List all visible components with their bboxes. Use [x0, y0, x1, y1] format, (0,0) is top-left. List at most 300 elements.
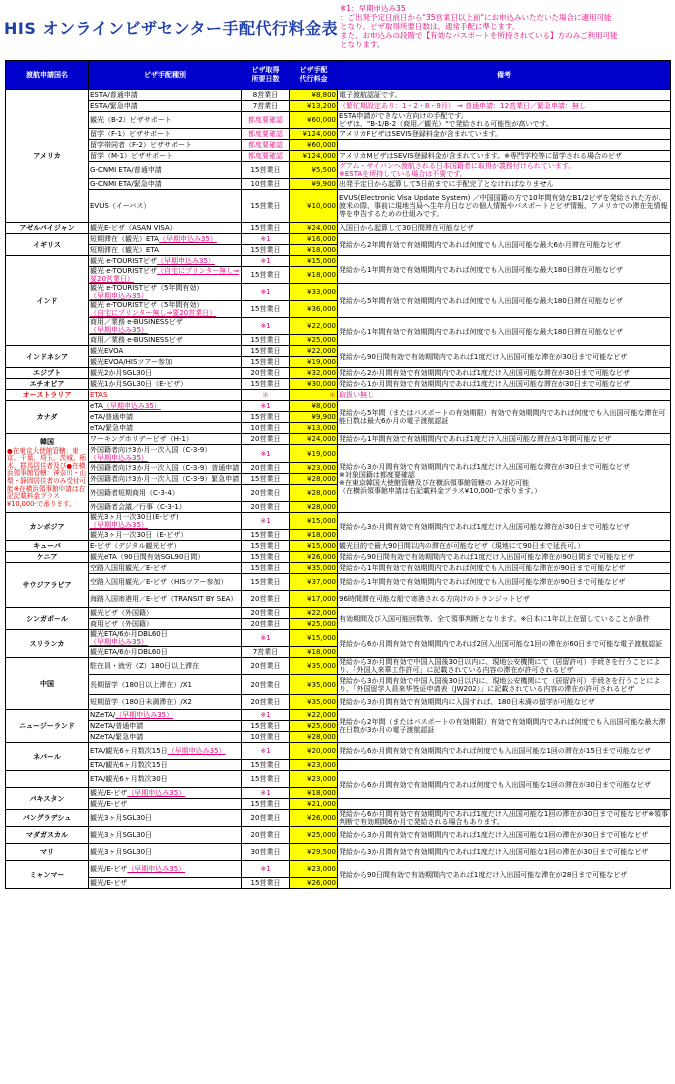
header-country: 渡航申請国名: [6, 61, 89, 90]
processing-days-cell: 15営業日: [242, 379, 290, 390]
processing-days-cell: 10営業日: [242, 732, 290, 743]
table-row: [6, 140, 671, 151]
table-row: [6, 760, 671, 771]
processing-days-cell: 都度要確認: [242, 112, 290, 129]
country-cell: マダガスカル: [6, 827, 89, 844]
table-row: [6, 658, 671, 675]
country-cell: [6, 434, 89, 513]
remarks-cell: アメリカFビザはSEVIS登録料金が含まれています。: [338, 129, 671, 140]
visa-type-cell: [89, 788, 242, 799]
processing-days-cell: ＊: [242, 390, 290, 401]
visa-type-label: eTA: [90, 402, 103, 410]
note-line: また、お申込みの段階で【有効なパスポートを所持されている】方のみご利用可能: [340, 31, 618, 40]
visa-type-cell: [89, 151, 242, 162]
fee-cell: ¥124,000: [290, 151, 338, 162]
fee-cell: ¥24,000: [290, 223, 338, 234]
visa-type-cell: [89, 675, 242, 695]
remarks-cell: 発給から3か月間有効で有効期間内であれば1度だけ入出国可能な滞在が30日まで可能なビザ ※対象国籍は都度要確認 ※在東京韓国大使館管轄及び在横浜領事館管轄の み対応可能 （在横浜領事館申請は右記載料金プラス¥10,000-で承ります。）: [338, 445, 671, 513]
table-row: [6, 284, 671, 301]
fee-cell: ¥10,000: [290, 190, 338, 223]
visa-type-cell: [89, 267, 242, 284]
remarks-cell: [338, 760, 671, 771]
visa-type-cell: [89, 721, 242, 732]
fee-cell: ¥35,000: [290, 658, 338, 675]
processing-days-cell: 15営業日: [242, 771, 290, 788]
fee-cell: ¥35,000: [290, 675, 338, 695]
remarks-cell: ESTA申請ができない方向けの手配です。 ビザは、"B-1/B-2（商用／観光）"で発給される可能性が高いです。: [338, 112, 671, 129]
table-header-row: [6, 61, 671, 90]
visa-type-label: 観光3ヶ月一次30日（E-ビザ）: [90, 531, 188, 539]
visa-type-label: 観光1か月SGL30日（E-ビザ）: [90, 380, 188, 388]
visa-type-cell: [89, 619, 242, 630]
country-cell: [6, 771, 89, 788]
processing-days-cell: 15営業日: [242, 162, 290, 179]
visa-type-label: 観光EVOA/HISツアー参加: [90, 358, 173, 366]
fee-cell: ¥60,000: [290, 140, 338, 151]
visa-type-label: 海路入国寄港用／E-ビザ（TRANSIT BY SEA）: [90, 595, 238, 603]
remarks-cell: 発給から90日間有効で有効期間内であれば1度だけ入出国可能な滞在が90日間まで可能なビザ: [338, 552, 671, 563]
processing-days-cell: ※1: [242, 513, 290, 530]
visa-type-label: 観光ETA/6か月DBL60日: [90, 648, 168, 656]
visa-type-label: 商用／業務 e-BUSINESSビザ: [90, 318, 183, 326]
remarks-cell: 96時間滞在可能な船で寄港される方向けのトランジットビザ: [338, 591, 671, 608]
remarks-cell: アメリカMビザはSEVIS登録料金が含まれています。※専門学校等に留学される場合のビザ: [338, 151, 671, 162]
processing-days-cell: ※1: [242, 788, 290, 799]
visa-type-cell: [89, 630, 242, 647]
fee-cell: ¥24,000: [290, 434, 338, 445]
remarks-cell: 発給から3か月間有効で中国入国後30日以内に、現地公安機関にて（居留許可）手続きを行うことにより、「外国人来華工作許可」に記載されている内容の滞在が許可されるビザ: [338, 658, 671, 675]
visa-type-cell: [89, 335, 242, 346]
table-row: [6, 810, 671, 827]
processing-days-cell: 20営業日: [242, 827, 290, 844]
fee-cell: ¥23,000: [290, 861, 338, 878]
processing-days-cell: ※1: [242, 710, 290, 721]
visa-type-cell: [89, 346, 242, 357]
visa-type-label: 短期滞在（観光）ETA: [90, 246, 159, 254]
header-remarks: 備考: [338, 61, 671, 90]
fee-cell: ¥15,000: [290, 630, 338, 647]
country-name: 韓国: [40, 437, 54, 446]
processing-days-cell: 15営業日: [242, 552, 290, 563]
processing-days-cell: 15営業日: [242, 474, 290, 485]
remarks-cell: 発給から6か月間有効で有効期間内であれば1度だけ入出国可能な1回の滞在が30日まで可能なビザ※領事判断で有効期間6か月で発給される場合もあります。: [338, 810, 671, 827]
table-row: [6, 368, 671, 379]
fee-cell: ¥35,000: [290, 563, 338, 574]
country-cell: ケニア: [6, 552, 89, 563]
visa-type-cell: [89, 771, 242, 788]
fee-cell: ¥9,900: [290, 412, 338, 423]
visa-type-cell: [89, 844, 242, 861]
visa-type-cell: [89, 357, 242, 368]
visa-type-cell: [89, 379, 242, 390]
fee-cell: ¥18,000: [290, 245, 338, 256]
country-cell: シンガポール: [6, 608, 89, 630]
visa-type-label: 観光ビザ（外国籍）: [90, 609, 153, 617]
processing-days-cell: 20営業日: [242, 485, 290, 502]
early-application-link[interactable]: （早期申込み35）: [90, 326, 148, 334]
remarks-cell: 発給から90日間有効で有効期間内であれば1度だけ入出国可能な滞在が30日まで可能なビザ: [338, 346, 671, 368]
early-application-link[interactable]: （早期申込み35）: [156, 257, 215, 265]
processing-days-cell: 20営業日: [242, 368, 290, 379]
visa-type-label: 駐在員・就労（Z）180日以上滞在: [90, 662, 200, 670]
visa-type-label: 観光 e-TOURISTビザ: [90, 257, 157, 265]
country-cell: エジプト: [6, 368, 89, 379]
visa-type-label: 外国籍者会議／行事（C-3-1）: [90, 503, 186, 511]
processing-days-cell: 都度要確認: [242, 151, 290, 162]
visa-type-label: 観光3ヶ月一次30日(E-ビザ): [90, 513, 179, 521]
visa-type-label: 観光3ヶ月SGL30日: [90, 814, 153, 822]
visa-type-cell: [89, 647, 242, 658]
visa-type-cell: [89, 732, 242, 743]
fee-cell: ¥60,000: [290, 112, 338, 129]
remarks-cell: 観光目的で最大90日間以内の滞在が可能なビザ（現地にて90日まで延長可。）: [338, 541, 671, 552]
early-application-link[interactable]: （早期申込み35）: [90, 292, 148, 300]
early-application-link[interactable]: （早期申込み35）: [102, 402, 161, 410]
early-application-link[interactable]: （早期申込み35）: [127, 789, 186, 797]
early-application-link[interactable]: （自宅にプリンター無し⇒要20営業日）: [90, 267, 240, 283]
visa-type-cell: [89, 368, 242, 379]
remarks-cell: 発給から1年間有効で有効期間内であれば1度だけ入出国可能な滞在が1年間可能なビザ: [338, 434, 671, 445]
note-line: となります。: [340, 40, 385, 49]
visa-type-label: 留学帯同者（F-2）ビザサポート: [90, 141, 193, 149]
early-application-link[interactable]: （早期申込み35）: [158, 235, 217, 243]
visa-type-label: eTA/普通申請: [90, 413, 134, 421]
processing-days-cell: 都度要確認: [242, 129, 290, 140]
remarks-cell: 発給から3か月間有効で有効期間内に入国すれば、180日未満の留学が可能なビザ: [338, 695, 671, 710]
visa-type-label: ESTA/緊急申請: [90, 102, 138, 110]
processing-days-cell: 15営業日: [242, 574, 290, 591]
visa-type-label: ESTA/普通申請: [90, 91, 138, 99]
visa-type-cell: [89, 318, 242, 335]
remarks-cell: 発給から3か月間有効で有効期間内であれば1度だけ入出国可能な1回の滞在が30日まで可能なビザ: [338, 827, 671, 844]
fee-cell: ¥18,000: [290, 267, 338, 284]
remarks-cell: グアム・サイパンへ渡航される日本国籍者に取得が義務付けられています。 ※ESTAを所持している場合は不要です。: [338, 162, 671, 179]
processing-days-cell: 15営業日: [242, 541, 290, 552]
visa-type-cell: [89, 423, 242, 434]
processing-days-cell: 7営業日: [242, 647, 290, 658]
processing-days-cell: 15営業日: [242, 530, 290, 541]
visa-type-cell: [89, 179, 242, 190]
processing-days-cell: 15営業日: [242, 346, 290, 357]
visa-type-label: 商用ビザ（外国籍）: [90, 620, 153, 628]
early-application-link[interactable]: （早期申込み35）: [90, 453, 148, 462]
visa-type-label: 外国籍者向け3か月一次入国（C-3-9）: [90, 445, 212, 454]
visa-type-cell: [89, 710, 242, 721]
visa-type-label: 観光eTA（90日間有効SGL90日間）: [90, 553, 205, 561]
visa-type-cell: [89, 234, 242, 245]
visa-type-label: 商用／業務 e-BUSINESSビザ: [90, 336, 183, 344]
table-row: [6, 861, 671, 878]
early-application-link[interactable]: （早期申込み35）: [167, 747, 226, 755]
fee-cell: ¥26,000: [290, 810, 338, 827]
early-application-link[interactable]: （早期申込み35）: [90, 638, 148, 646]
visa-type-cell: [89, 799, 242, 810]
visa-type-label: 短期留学（180日未満滞在）/X2: [90, 698, 192, 706]
table-row: [6, 346, 671, 357]
processing-days-cell: 20営業日: [242, 619, 290, 630]
country-cell: カンボジア: [6, 513, 89, 541]
visa-type-label: 観光/E-ビザ: [90, 865, 128, 873]
country-cell: インド: [6, 256, 89, 346]
table-row: [6, 675, 671, 695]
fee-cell: ¥18,000: [290, 647, 338, 658]
processing-days-cell: 15営業日: [242, 335, 290, 346]
remarks-cell: 発給から90日間有効で有効期間内であれば1度だけ入出国可能な滞在が28日まで可能なビザ: [338, 861, 671, 889]
korea-jurisdiction-note: ●在東京大使館管轄：東京、千葉、埼玉、茨城、栃木、群馬居住者及び●在横浜領事館管轄：神奈川・山梨・静岡居住者のみ受付可能※在横浜領事館申請は右記記載料金プラス¥10,000-で承ります。: [7, 446, 87, 508]
remarks-cell: 発給から5年間（またはパスポートの有効期限）有効で有効期間内であれば何度でも入出国可能な滞在可能日数は最大6か月の電子渡航認証: [338, 401, 671, 434]
processing-days-cell: ※1: [242, 256, 290, 267]
country-cell: キューバ: [6, 541, 89, 552]
table-row: [6, 541, 671, 552]
visa-type-cell: [89, 245, 242, 256]
fee-cell: ¥22,000: [290, 318, 338, 335]
visa-type-cell: [89, 530, 242, 541]
table-row: [6, 799, 671, 810]
processing-days-cell: 7営業日: [242, 101, 290, 112]
table-row: [6, 743, 671, 760]
table-row: [6, 101, 671, 112]
visa-type-label: 空路入国用観光／E-ビザ: [90, 564, 167, 572]
remarks-cell: 発給から3か月間有効で有効期間内であれば1度だけ入出国可能な滞在が30日まで可能なビザ: [338, 513, 671, 541]
table-row: [6, 256, 671, 267]
visa-type-cell: [89, 608, 242, 619]
visa-type-label: NZeTA/: [90, 711, 116, 719]
table-row: [6, 445, 671, 463]
early-application-link[interactable]: （早期申込み35）: [90, 521, 148, 529]
processing-days-cell: 15営業日: [242, 799, 290, 810]
processing-days-cell: 30営業日: [242, 844, 290, 861]
processing-days-cell: 15営業日: [242, 878, 290, 889]
fee-cell: ¥33,000: [290, 284, 338, 301]
visa-type-cell: [89, 101, 242, 112]
table-row: [6, 179, 671, 190]
visa-type-label: 外国籍者短期商用（C-3-4）: [90, 489, 179, 497]
visa-type-cell: [89, 474, 242, 485]
early-application-link[interactable]: （早期申込み35）: [115, 711, 174, 719]
remarks-cell: 発給から6か月間有効で有効期間内であれば2回入出国可能な1回の滞在が60日まで可能な電子渡航認証: [338, 630, 671, 658]
visa-type-cell: [89, 878, 242, 889]
processing-days-cell: 20営業日: [242, 608, 290, 619]
visa-type-cell: [89, 445, 242, 463]
processing-days-cell: 都度要確認: [242, 140, 290, 151]
country-cell: エチオピア: [6, 379, 89, 390]
visa-type-label: 観光3ヶ月SGL30日: [90, 848, 153, 856]
fee-cell: ¥36,000: [290, 301, 338, 318]
processing-days-cell: ※1: [242, 318, 290, 335]
visa-type-label: 外国籍者向け3か月一次入国（C-3-9）緊急申請: [90, 475, 240, 483]
fee-cell: ¥15,000: [290, 541, 338, 552]
visa-type-cell: [89, 760, 242, 771]
fee-cell: ¥16,000: [290, 234, 338, 245]
visa-type-cell: [89, 552, 242, 563]
table-row: [6, 591, 671, 608]
processing-days-cell: 15営業日: [242, 721, 290, 732]
processing-days-cell: 10営業日: [242, 423, 290, 434]
remarks-cell: 発給から3か月間有効で中国入国後30日以内に、現地公安機関にて（居留許可）手続きを行うことにより、「外国留学人員来华签证申请表（JW202）」に記載されている内容の滞在が許可されるビザ: [338, 675, 671, 695]
table-row: [6, 129, 671, 140]
visa-type-label: 観光/E-ビザ: [90, 800, 128, 808]
fee-cell: ¥15,000: [290, 256, 338, 267]
header-fee: ビザ手配 代行料金: [290, 61, 338, 90]
country-cell: カナダ: [6, 401, 89, 434]
visa-type-label: 空路入国用観光／E-ビザ（HISツアー参加）: [90, 578, 228, 586]
visa-type-label: eTA/緊急申請: [90, 424, 134, 432]
processing-days-cell: 20営業日: [242, 463, 290, 474]
fee-cell: ¥32,000: [290, 368, 338, 379]
table-row: [6, 513, 671, 530]
fee-cell: ¥29,500: [290, 844, 338, 861]
visa-type-cell: [89, 401, 242, 412]
fee-cell: ¥8,000: [290, 401, 338, 412]
processing-days-cell: 8営業日: [242, 90, 290, 101]
visa-type-label: NZeTA/緊急申請: [90, 733, 144, 741]
table-row: [6, 552, 671, 563]
remarks-cell: 発給から1か月間有効で有効期間内であれば1度だけ入出国可能な滞在が30日まで可能なビザ: [338, 379, 671, 390]
processing-days-cell: ※1: [242, 284, 290, 301]
processing-days-cell: ※1: [242, 445, 290, 463]
visa-type-cell: [89, 112, 242, 129]
table-row: [6, 695, 671, 710]
fee-cell: ¥25,000: [290, 721, 338, 732]
header-type: ビザ手配種別: [89, 61, 242, 90]
table-row: [6, 710, 671, 721]
note-line: ：ご出発予定日前日から"35営業日以上前"にお申込みいただいた場合に適用可能: [340, 13, 612, 22]
visa-type-label: 観光E-ビザ（ASAN VISA）: [90, 224, 177, 232]
fee-cell: ¥18,000: [290, 788, 338, 799]
fee-cell: ¥30,000: [290, 379, 338, 390]
fee-cell: ¥25,000: [290, 619, 338, 630]
visa-type-cell: [89, 574, 242, 591]
visa-type-cell: [89, 695, 242, 710]
visa-type-cell: [89, 463, 242, 474]
processing-days-cell: 20営業日: [242, 810, 290, 827]
fee-cell: ¥23,000: [290, 771, 338, 788]
processing-days-cell: 15営業日: [242, 412, 290, 423]
remarks-cell: 入国日から起算して30日間滞在可能なビザ: [338, 223, 671, 234]
remarks-cell: 発給から1年間有効で有効期間内であれば何度でも入出国可能な滞在が90日まで可能なビザ: [338, 574, 671, 591]
remarks-cell: 発給から2か月間有効で有効期間内であれば1度だけ入出国可能な滞在が30日まで可能なビザ: [338, 368, 671, 379]
fee-cell: ¥124,000: [290, 129, 338, 140]
remarks-cell: [338, 140, 671, 151]
fee-cell: ¥20,000: [290, 743, 338, 760]
fee-cell: ¥21,000: [290, 799, 338, 810]
table-row: [6, 608, 671, 619]
fee-cell: ¥25,000: [290, 335, 338, 346]
visa-type-cell: [89, 513, 242, 530]
table-row: [6, 379, 671, 390]
remarks-cell: 出発予定日から起算して5日前までに手配完了となければなりません: [338, 179, 671, 190]
processing-days-cell: 15営業日: [242, 223, 290, 234]
visa-type-label: 短期滞在（観光）ETA: [90, 235, 159, 243]
visa-type-cell: [89, 861, 242, 878]
remarks-cell: 発給から1年間有効で有効期間内であれば何度でも入出国可能な最大180日滞在可能なビザ: [338, 318, 671, 346]
visa-type-label: 観光3ヶ月SGL30日: [90, 831, 153, 839]
table-row: [6, 844, 671, 861]
visa-type-label: 観光/E-ビザ: [90, 879, 128, 887]
country-cell: イギリス: [6, 234, 89, 256]
table-row: [6, 771, 671, 788]
note-line: ※1：早期申込み35: [340, 4, 406, 13]
visa-type-cell: [89, 301, 242, 318]
fee-cell: ¥37,000: [290, 574, 338, 591]
processing-days-cell: 20営業日: [242, 675, 290, 695]
processing-days-cell: 15営業日: [242, 190, 290, 223]
processing-days-cell: ※1: [242, 401, 290, 412]
visa-type-label: ワーキングホリデービザ（H-1）: [90, 435, 193, 443]
processing-days-cell: 15営業日: [242, 563, 290, 574]
fee-cell: ¥8,800: [290, 90, 338, 101]
fee-cell: ¥19,000: [290, 445, 338, 463]
processing-days-cell: 15営業日: [242, 245, 290, 256]
visa-type-cell: [89, 810, 242, 827]
country-cell: スリランカ: [6, 630, 89, 658]
visa-type-label: 観光/E-ビザ: [90, 789, 128, 797]
remarks-cell: 発給から2年間有効で有効期間内であれば何度でも入出国可能な最大6か月滞在可能なビザ: [338, 234, 671, 256]
early-application-link[interactable]: （自宅にプリンター無し⇒要20営業日）: [90, 309, 217, 317]
visa-type-cell: [89, 563, 242, 574]
country-cell: ネパール: [6, 743, 89, 771]
visa-type-cell: [89, 658, 242, 675]
visa-type-cell: [89, 485, 242, 502]
visa-type-label: ETA/観光6ヶ月数次15日: [90, 747, 168, 755]
fee-cell: ¥5,500: [290, 162, 338, 179]
table-row: [6, 151, 671, 162]
visa-type-label: 観光（B-2）ビザサポート: [90, 116, 172, 124]
visa-type-cell: [89, 827, 242, 844]
processing-days-cell: 20営業日: [242, 502, 290, 513]
visa-type-cell: [89, 129, 242, 140]
remarks-cell: 発給から5年間有効で有効期間内であれば何度でも入出国可能な最大180日滞在可能なビザ: [338, 284, 671, 318]
remarks-cell: 発給から6か月間有効で有効期間内であれば何度でも入出国可能な1回の滞在が30日まで可能なビザ: [338, 771, 671, 799]
visa-type-label: 外国籍者向け3か月一次入国（C-3-9）普通申請: [90, 464, 240, 472]
fee-cell: ¥22,000: [290, 710, 338, 721]
fee-cell: ¥19,000: [290, 357, 338, 368]
visa-type-label: 留学（F-1）ビザサポート: [90, 130, 172, 138]
visa-type-label: 長期留学（180日以上滞在）/X1: [90, 680, 192, 689]
fee-cell: ¥17,000: [290, 591, 338, 608]
country-cell: バングラデシュ: [6, 810, 89, 827]
visa-type-cell: [89, 162, 242, 179]
visa-type-cell: [89, 434, 242, 445]
header-days: ビザ取得 所要日数: [242, 61, 290, 90]
visa-type-cell: [89, 223, 242, 234]
fee-cell: ¥22,000: [290, 608, 338, 619]
visa-type-label: EVUS（イーバス）: [90, 202, 151, 210]
remarks-cell: 発給から1年間有効で有効期間内であれば何度でも入出国可能な最大180日滞在可能なビザ: [338, 256, 671, 284]
visa-type-cell: [89, 90, 242, 101]
visa-type-label: 観光 e-TOURISTビザ（5年間有効）: [90, 284, 204, 292]
remarks-cell: [338, 799, 671, 810]
table-row: [6, 190, 671, 223]
visa-type-label: 観光EVOA: [90, 347, 124, 355]
visa-type-cell: [89, 256, 242, 267]
visa-type-label: 観光ETA/6か月DBL60日: [90, 630, 168, 638]
table-row: [6, 318, 671, 335]
early-application-link[interactable]: （早期申込み35）: [127, 865, 186, 873]
visa-type-label: G-CNMI ETA/普通申請: [90, 166, 162, 174]
visa-type-cell: [89, 591, 242, 608]
table-row: [6, 223, 671, 234]
processing-days-cell: 15営業日: [242, 267, 290, 284]
fee-cell: ¥22,000: [290, 346, 338, 357]
table-row: [6, 827, 671, 844]
fee-cell: ¥18,000: [290, 530, 338, 541]
fee-cell: ¥9,900: [290, 179, 338, 190]
fee-cell: ¥26,000: [290, 552, 338, 563]
table-row: [6, 162, 671, 179]
processing-days-cell: 20営業日: [242, 434, 290, 445]
country-cell: サウジアラビア: [6, 563, 89, 608]
